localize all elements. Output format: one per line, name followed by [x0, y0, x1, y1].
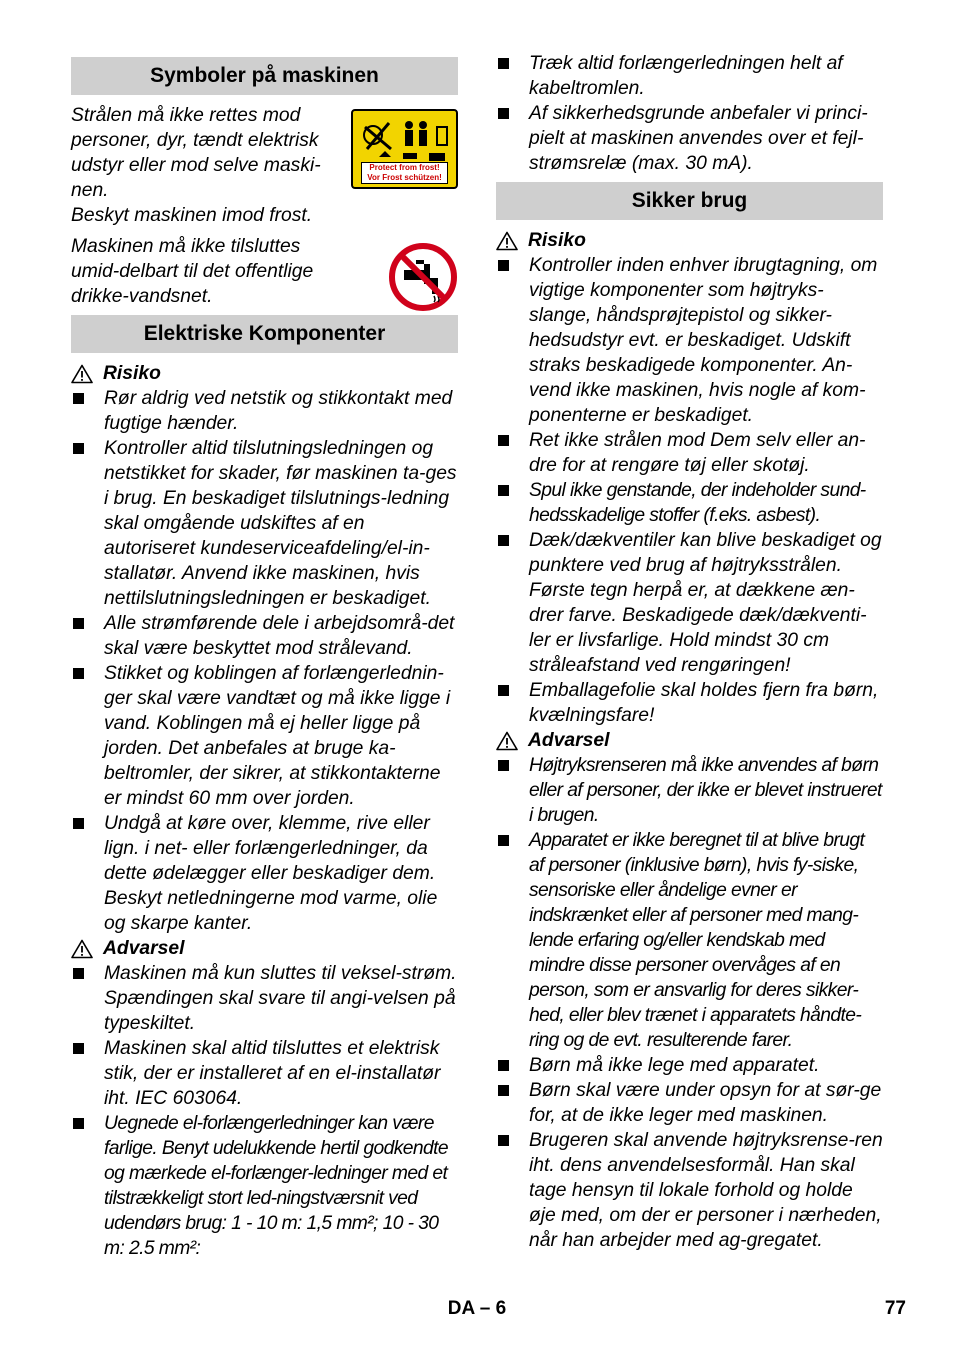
list-item: Træk altid forlængerledningen helt af kabeltromlen.: [496, 51, 883, 101]
frost-sign-text: [361, 162, 448, 184]
right-column: [496, 51, 883, 1253]
warning-heading-left: [71, 936, 458, 961]
risk-heading-left: [71, 361, 458, 386]
symbols-block-jet: [71, 103, 458, 228]
list-item: Emballagefolie skal holdes fjern fra børn, kvælningsfare!: [496, 678, 883, 728]
list-item: Brugeren skal anvende højtryksrense-ren iht. dens anvendelsesformål. Han skal tage hensyn til lokale forhold og holde øje med, om der er personer i nærheden, når han arbejder med ag-gregatet.: [496, 1128, 883, 1253]
square-bullet-icon: [498, 58, 509, 69]
square-bullet-icon: [73, 1118, 84, 1129]
square-bullet-icon: [73, 668, 84, 679]
square-bullet-icon: [73, 1043, 84, 1054]
square-bullet-icon: [498, 108, 509, 119]
list-item: Dæk/dækventiler kan blive beskadiget og punktere ved brug af højtryksstrålen. Første tegn herpå er, at dækkene æn-drer farve. Beskadigede dæk/dækventi-ler er livsfarlige. Hold mindst 30 cm stråleafstand ved rengøringen!: [496, 528, 883, 678]
square-bullet-icon: [498, 760, 509, 771]
list-item: Børn skal være under opsyn for at sør-ge for, at de ikke leger med maskinen.: [496, 1078, 883, 1128]
section-title-safe-use: Sikker brug: [496, 182, 883, 220]
symbols-text-jet: Strålen må ikke rettes mod personer, dyr, tændt elektrisk udstyr eller mod selve maski-nen.: [71, 105, 321, 201]
square-bullet-icon: [73, 968, 84, 979]
frost-protection-sign: [351, 109, 458, 189]
square-bullet-icon: [498, 1060, 509, 1071]
warning-triangle-icon: [496, 231, 518, 251]
square-bullet-icon: [498, 485, 509, 496]
square-bullet-icon: [73, 818, 84, 829]
list-item: Maskinen må kun sluttes til veksel-strøm. Spændingen skal svare til angi-velsen på typeskiltet.: [71, 961, 458, 1036]
warning-triangle-icon: [71, 364, 93, 384]
warning-label: Advarsel: [103, 938, 185, 959]
square-bullet-icon: [73, 618, 84, 629]
risk-list-right: [496, 253, 883, 728]
list-item: Apparatet er ikke beregnet til at blive brugt af personer (inklusive børn), hvis fy-siske, sensoriske eller åndelige evner er indskrænket eller af personer med mang-lende erfaring og/eller kendskab med mindre disse personer overvåges af en person, som er ansvarlig for deres sikker-hed, eller blev trænet i apparatets håndte-ring og de evt. resulterende farer.: [496, 828, 883, 1053]
risk-heading-right: [496, 228, 883, 253]
list-item: Ret ikke strålen mod Dem selv eller an-dre for at rengøre tøj eller skotøj.: [496, 428, 883, 478]
square-bullet-icon: [73, 443, 84, 454]
list-item: Maskinen skal altid tilsluttes et elektrisk stik, der er installeret af en el-installatør iht. IEC 603064.: [71, 1036, 458, 1111]
no-drinking-water-connection-sign: [388, 242, 458, 312]
square-bullet-icon: [73, 393, 84, 404]
frost-sign-text-en: Protect from frost!: [369, 163, 440, 172]
frost-sign-text-de: Vor Frost schützen!: [367, 172, 442, 182]
symbols-text-water: Maskinen må ikke tilsluttes umid-delbart til det offentlige drikke-vandsnet.: [71, 236, 314, 307]
section-title-symbols: Symboler på maskinen: [71, 57, 458, 95]
square-bullet-icon: [498, 1135, 509, 1146]
risk-label: Risiko: [103, 363, 161, 384]
list-item: Rør aldrig ved netstik og stikkontakt med fugtige hænder.: [71, 386, 458, 436]
list-item: Stikket og koblingen af forlængerlednin-ger skal være vandtæt og må ikke ligge i vand. Koblingen må ej heller ligge på jorden. Det anbefales at bruge ka-beltromler, der sikrer, at stikkontakterne er mindst 60 mm over jorden.: [71, 661, 458, 811]
list-item: Højtryksrenseren må ikke anvendes af børn eller af personer, der ikke er blevet instrueret i brugen.: [496, 753, 883, 828]
list-item: Undgå at køre over, klemme, rive eller lign. i net- eller forlængerledninger, da dette ødelægger eller beskadiger dem. Beskyt netledningerne mod varme, olie og skarpe kanter.: [71, 811, 458, 936]
warning-triangle-icon: [496, 731, 518, 751]
list-item: Alle strømførende dele i arbejdsområ-det skal være beskyttet mod strålevand.: [71, 611, 458, 661]
square-bullet-icon: [498, 835, 509, 846]
risk-list-left: [71, 386, 458, 936]
square-bullet-icon: [498, 535, 509, 546]
warning-triangle-icon: [71, 939, 93, 959]
list-item: Kontroller inden enhver ibrugtagning, om vigtige komponenter som højtryks-slange, håndsprøjtepistol og sikker-hedsudstyr evt. er beskadiget. Udskift straks beskadigede komponenter. An-vend ikke maskinen, hvis nogle af kom-ponenterne er beskadiget.: [496, 253, 883, 428]
square-bullet-icon: [498, 435, 509, 446]
warning-list-left: [71, 961, 458, 1261]
symbols-block-water: [71, 234, 458, 309]
warning-label: Advarsel: [528, 730, 610, 751]
page-footer-section: DA – 6: [447, 1298, 507, 1319]
square-bullet-icon: [498, 1085, 509, 1096]
page-number: 77: [884, 1298, 906, 1319]
list-item: Børn må ikke lege med apparatet.: [496, 1053, 883, 1078]
square-bullet-icon: [498, 260, 509, 271]
frost-sign-pictogram-icon: [359, 115, 451, 165]
list-item: Af sikkerhedsgrunde anbefaler vi princi-pielt at maskinen anvendes over et fejl-strømsrelæ (max. 30 mA).: [496, 101, 883, 176]
square-bullet-icon: [498, 685, 509, 696]
risk-label: Risiko: [528, 230, 586, 251]
warning-list-right: [496, 753, 883, 1253]
list-item: Spul ikke genstande, der indeholder sund-hedsskadelige stoffer (f.eks. asbest).: [496, 478, 883, 528]
list-item: Kontroller altid tilslutningsledningen og netstikket for skader, før maskinen ta-ges i brug. En beskadiget tilslutnings-ledning skal omgående udskiftes af en autoriseret kundeserviceafdeling/el-in-stallatør. Anvend ikke maskinen, hvis nettilslutningsledningen er beskadiget.: [71, 436, 458, 611]
left-column: [71, 51, 458, 1261]
warning-heading-right: [496, 728, 883, 753]
section-title-electrical: Elektriske Komponenter: [71, 315, 458, 353]
symbols-text-frost: Beskyt maskinen imod frost.: [71, 205, 313, 226]
list-item: Uegnede el-forlængerledninger kan være farlige. Benyt udelukkende hertil godkendte og mærkede el-forlænger-ledninger med et tilstrækkeligt stort led-ningstværsnit ved udendørs brug: 1 - 10 m: 1,5 mm²; 10 - 30 m: 2.5 mm²:: [71, 1111, 458, 1261]
extension-cable-list: [496, 51, 883, 176]
